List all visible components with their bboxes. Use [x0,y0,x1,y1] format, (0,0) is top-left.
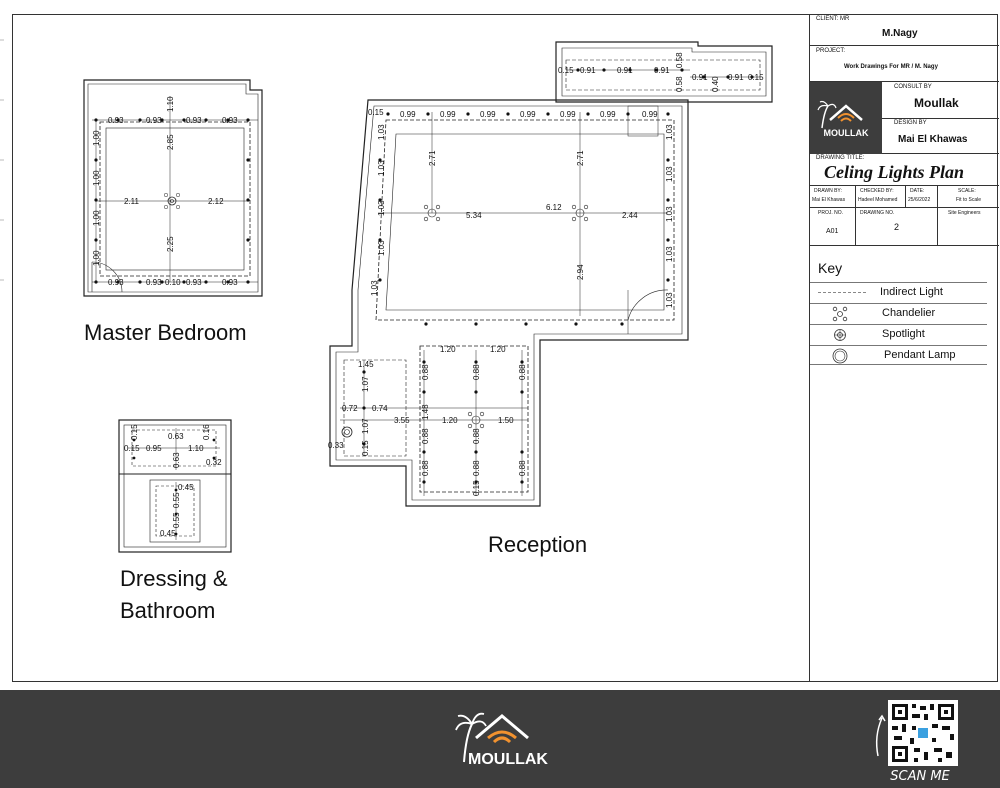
drawn-by-label: DRAWN BY: [814,188,842,194]
dim-label: 0.91 [617,66,633,75]
drawing-no: 2 [894,222,900,232]
dim-label: 0.93 [108,278,124,287]
dim-label: 5.34 [466,211,482,220]
spotlight-icon [833,328,847,342]
consult-row [810,82,999,154]
dim-label: 2.94 [576,264,585,280]
key-item-label: Pendant Lamp [884,349,956,361]
drawn-by: Mai El Khawas [812,197,846,203]
dim-label: 0.72 [342,404,358,413]
room-label-master-bedroom: Master Bedroom [84,320,247,345]
dim-label: 1.03 [377,240,386,256]
checked-by: Hadeel Mohamed [858,197,898,203]
dim-label: 1.10 [188,444,204,453]
dim-label: 0.93 [222,278,238,287]
checked-by-label: CHECKED BY: [860,188,894,194]
dim-label: 0.91 [728,73,744,82]
dim-label: 2.44 [622,211,638,220]
dim-label: 2.12 [208,197,224,206]
dim-label: 0.58 [675,52,684,68]
scan-me-text: SCAN ME [890,769,950,784]
dim-label: 0.88 [472,428,481,444]
dim-label: 0.93 [108,116,124,125]
drawing-title-row [810,154,999,186]
dim-label: 1.03 [665,206,674,222]
room-label-bathroom: Bathroom [120,598,216,623]
dim-label: 0.33 [328,441,344,450]
dim-label: 0.91 [580,66,596,75]
dim-label: 0.55 [172,512,181,528]
design-name: Mai El Khawas [898,134,968,145]
client-name: M.Nagy [882,28,918,39]
dim-label: 1.00 [92,170,101,186]
dim-label: 0.91 [692,73,708,82]
client-row [810,14,999,46]
project-name: Work Drawings For MR / M. Nagy [844,64,938,70]
site-engineer-label: Site Engineers [948,210,981,216]
consult-name: Moullak [914,96,959,110]
dim-label: 1.03 [377,200,386,216]
logo-text: MOULLAK [823,128,869,138]
dim-label: 0.16 [202,424,211,440]
key-item-label: Spotlight [882,328,925,340]
dim-label: 0.99 [560,110,576,119]
dim-label: 0.15 [472,480,481,496]
dim-label: 0.15 [361,440,370,456]
dim-label: 0.99 [400,110,416,119]
dim-label: 0.63 [168,432,184,441]
drawing-title-label: DRAWING TITLE: [816,155,865,161]
dim-label: 0.88 [421,364,430,380]
scale-label: SCALE: [958,188,976,194]
design-label: DESIGN BY [894,120,927,126]
dashed-line-icon [818,292,866,293]
dim-label: 1.03 [377,124,386,140]
dim-label: 1.07 [361,418,370,434]
key-item [810,282,987,302]
project-label: PROJECT: [816,48,846,54]
dim-label: 0.99 [642,110,658,119]
proj-no-label: PROJ. NO. [818,210,844,216]
dim-label: 0.95 [146,444,162,453]
dim-label: 0.93 [222,116,238,125]
dim-label: 0.88 [472,364,481,380]
dim-label: 1.03 [665,166,674,182]
room-label-reception: Reception [488,532,588,557]
dim-label: 6.12 [546,203,562,212]
dim-label: 0.88 [421,460,430,476]
dim-label: 0.74 [372,404,388,413]
key-item-label: Chandelier [882,307,936,319]
dim-label: 1.03 [665,292,674,308]
client-label: CLIENT: MR [816,16,850,22]
dim-label: 0.88 [472,460,481,476]
dim-label: 0.10 [165,278,181,287]
proj-row [810,208,999,246]
dim-label: 1.20 [490,345,506,354]
footer-logo-icon [436,704,566,774]
dim-label: 1.50 [498,416,514,425]
dim-label: 1.10 [166,96,175,112]
dim-label: 0.15 [130,424,139,440]
dim-label: 2.71 [428,150,437,166]
dim-label: 1.00 [92,210,101,226]
dim-label: 0.15 [748,73,764,82]
logo-box [810,82,882,154]
dim-label: 0.91 [654,66,670,75]
dim-label: 0.45 [160,529,176,538]
dim-label: 0.99 [600,110,616,119]
chandelier-icon [832,306,848,322]
key-item [810,303,987,323]
dim-label: 1.07 [361,376,370,392]
dim-label: 2.11 [124,197,139,206]
dim-label: 2.25 [166,236,175,252]
room-label-dressing: Dressing & [120,566,228,591]
dim-label: 0.88 [518,460,527,476]
dim-label: 0.15 [368,108,384,117]
dim-label: 1.48 [421,404,430,420]
scale-value: Fit to Scale [956,197,982,203]
dim-label: 0.15 [558,66,574,75]
qr-code-icon[interactable] [870,696,970,786]
dim-label: 0.63 [172,452,181,468]
dim-label: 1.00 [92,250,101,266]
dim-label: 0.99 [480,110,496,119]
dim-label: 1.20 [440,345,456,354]
date-value: 25/6/2022 [908,197,931,203]
dim-label: 0.58 [675,76,684,92]
footer-logo-text: MOULLAK [468,751,548,768]
project-row [810,46,999,82]
dim-label: 1.45 [358,360,374,369]
dim-label: 0.15 [124,444,140,453]
key-item [810,345,987,365]
consult-label: CONSULT BY [894,84,932,90]
pendant-lamp-icon [832,348,848,364]
dim-label: 1.20 [442,416,458,425]
proj-no: A01 [826,228,839,235]
dim-label: 0.93 [146,278,162,287]
dim-label: 1.03 [665,124,674,140]
drawing-no-label: DRAWING NO. [860,210,895,216]
dim-label: 0.99 [520,110,536,119]
footer-bar [0,690,1000,788]
dim-label: 2.85 [166,134,175,150]
dim-label: 0.88 [421,428,430,444]
dim-label: 0.88 [518,364,527,380]
key-title: Key [818,260,843,276]
dim-label: 2.71 [576,150,585,166]
dim-label: 3.55 [394,416,410,425]
dim-label: 0.45 [178,483,194,492]
dim-label: 0.99 [440,110,456,119]
dim-label: 1.03 [370,280,379,296]
date-label: DATE: [910,188,925,194]
dim-label: 0.32 [206,458,222,467]
key-item-label: Indirect Light [880,286,943,298]
dim-label: 1.03 [377,160,386,176]
drawn-checked-row [810,186,999,208]
dim-label: 1.03 [665,246,674,262]
dim-label: 0.40 [711,76,720,92]
key-item [810,324,987,344]
dim-label: 0.93 [146,116,162,125]
dim-label: 0.93 [186,278,202,287]
dim-label: 0.93 [186,116,202,125]
dim-label: 0.55 [172,492,181,508]
drawing-title: Celing Lights Plan [824,162,965,182]
title-block [809,14,999,682]
dim-label: 1.00 [92,130,101,146]
moullak-logo-icon [810,82,882,154]
